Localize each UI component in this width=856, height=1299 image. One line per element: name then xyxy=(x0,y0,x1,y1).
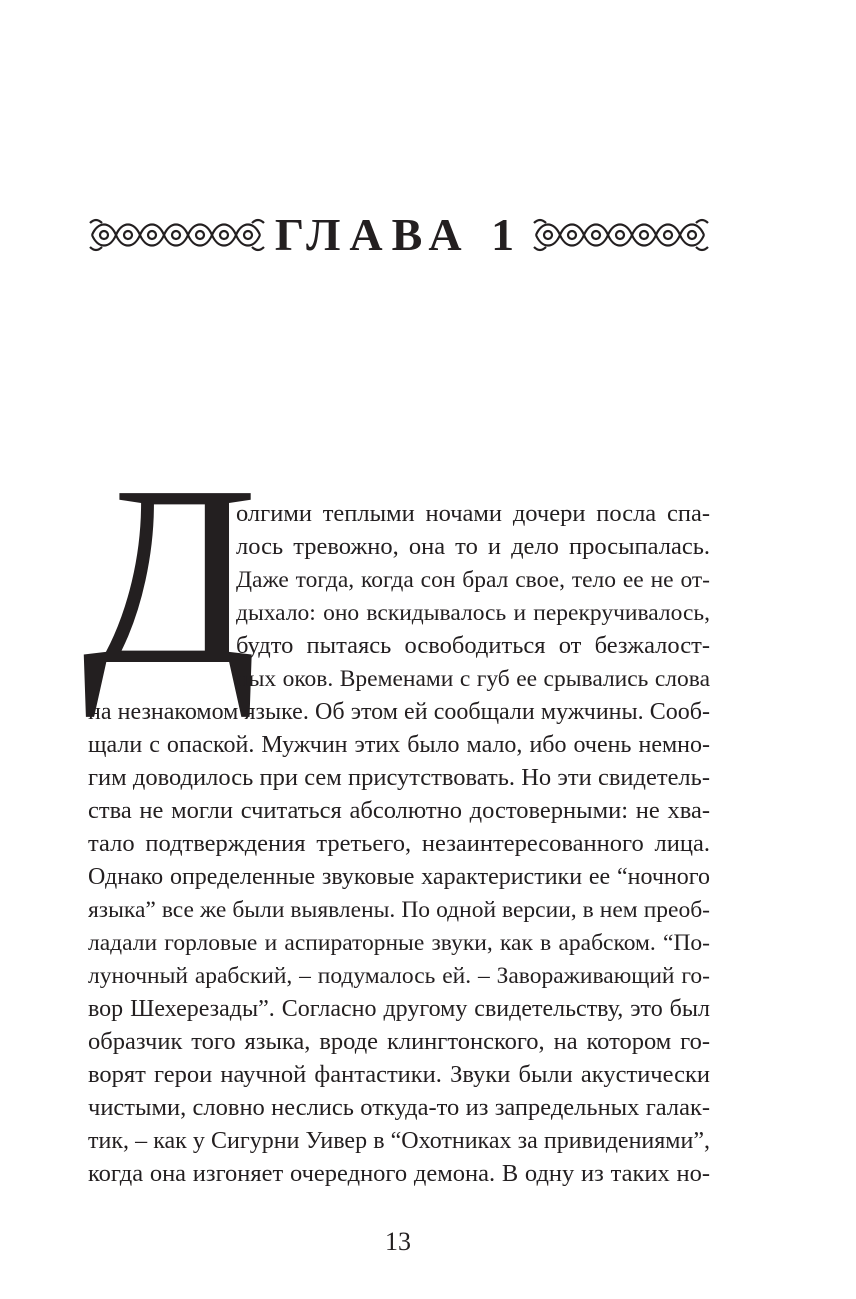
text-line: щали с опаской. Мужчин этих было мало, ибо очень немно- xyxy=(88,732,710,758)
text-line: гим доводилось при сем присутствовать. Но эти свидетель- xyxy=(88,764,710,791)
text-line: ства не могли считаться абсолютно достоверными: не хва- xyxy=(88,797,710,824)
text-line: Однако определенные звуковые характеристики ее “ночного xyxy=(88,864,710,890)
text-line: тало подтверждения третьего, незаинтересованного лица. xyxy=(88,830,710,857)
chapter-title: ГЛАВА 1 xyxy=(274,209,524,260)
text-line: ладали горловые и аспираторные звуки, как в арабском. “По- xyxy=(88,930,710,956)
text-line: тик, – как у Сигурни Уивер в “Охотниках за привидениями”, xyxy=(88,1128,710,1154)
knotwork-ornament-left xyxy=(88,215,266,255)
text-line: ворят герои научной фантастики. Звуки были акустически xyxy=(88,1061,710,1088)
text-line: дыхало: оно вскидывалось и перекручивалось, xyxy=(236,600,710,626)
text-line: вор Шехерезады”. Согласно другому свидетельству, это был xyxy=(88,996,710,1022)
knotwork-ornament-right xyxy=(532,215,710,255)
chapter-heading xyxy=(88,205,710,265)
text-line: языка” все же были выявлены. По одной версии, в нем преоб- xyxy=(88,897,710,923)
text-line: Даже тогда, когда сон брал свое, тело ее не от- xyxy=(236,567,710,593)
text-line: образчик того языка, вроде клингтонского, на котором го- xyxy=(88,1028,710,1055)
text-line: чистыми, словно неслись откуда-то из запредельных галак- xyxy=(88,1094,710,1121)
text-line: когда она изгоняет очередного демона. В одну из таких но- xyxy=(88,1160,710,1187)
page-number: 13 xyxy=(385,1227,411,1256)
text-line: луночный арабский, – подумалось ей. – Завораживающий го- xyxy=(88,963,710,989)
text-line: на незнакомом языке. Об этом ей сообщали мужчины. Сооб- xyxy=(88,699,710,725)
text-line: олгими теплыми ночами дочери посла спа- xyxy=(236,500,710,527)
text-line: лось тревожно, она то и дело просыпалась. xyxy=(236,533,710,560)
text-line: ных оков. Временами с губ ее срывались слова xyxy=(236,666,710,692)
text-line: будто пытаясь освободиться от безжалост- xyxy=(236,632,710,659)
drop-cap: Д xyxy=(82,432,258,718)
